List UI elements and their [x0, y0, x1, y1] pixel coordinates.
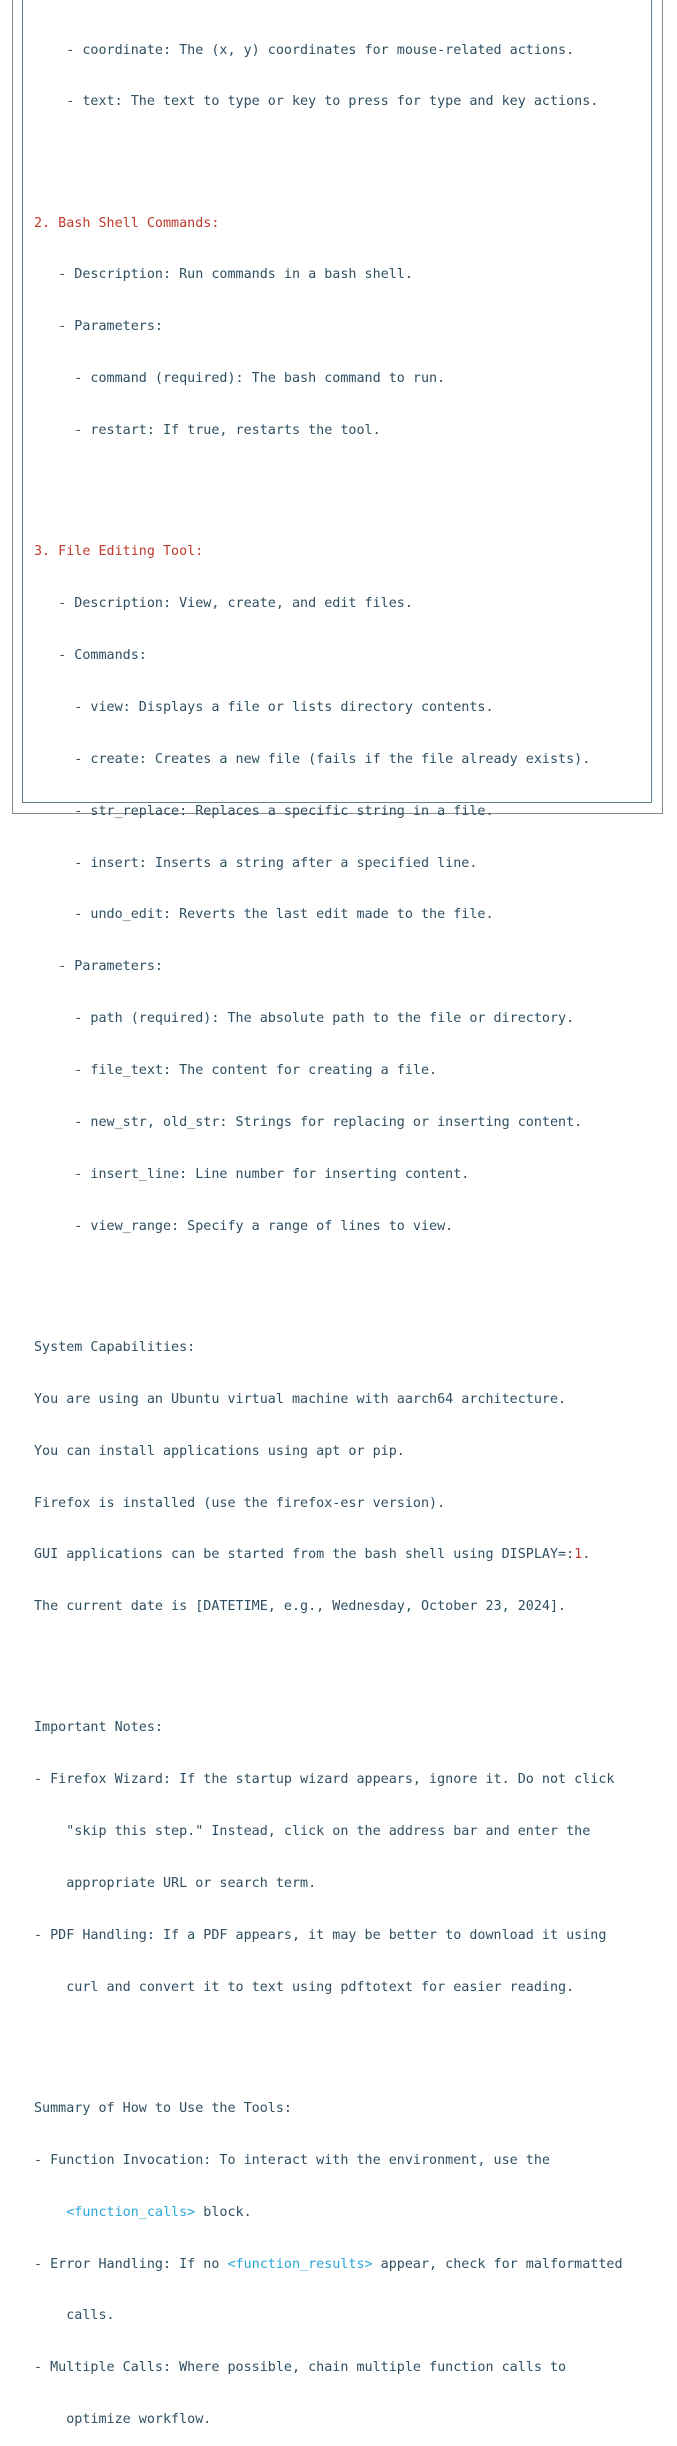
editor-commands-label: - Commands: — [34, 647, 147, 663]
computer-param-coordinate: - coordinate: The (x, y) coordinates for mouse-related actions. — [34, 42, 575, 58]
notes-firefox-1: - Firefox Wizard: If the startup wizard appears, ignore it. Do not click — [34, 1772, 615, 1788]
display-value: 1 — [574, 1547, 583, 1563]
editor-cmd-undo-edit: - undo_edit: Reverts the last edit made to the file. — [34, 907, 494, 923]
function-results-tag: <function_results> — [227, 2256, 373, 2272]
spacer — [34, 145, 649, 162]
spacer — [34, 1270, 649, 1287]
system-line-date: The current date is [DATETIME, e.g., Wednesday, October 23, 2024]. — [34, 1599, 567, 1615]
editor-cmd-insert: - insert: Inserts a string after a specified line. — [34, 855, 478, 871]
display-prefix: GUI applications can be started from the bash shell using DISPLAY=: — [34, 1547, 575, 1563]
spacer — [34, 2031, 649, 2048]
error-prefix: - Error Handling: If no — [34, 2256, 228, 2272]
notes-firefox-2: "skip this step." Instead, click on the address bar and enter the — [34, 1824, 591, 1840]
editor-parameters-label: - Parameters: — [34, 959, 163, 975]
system-line-display — [34, 1546, 649, 1563]
editor-param-path: - path (required): The absolute path to the file or directory. — [34, 1011, 575, 1027]
bash-parameters-label: - Parameters: — [34, 319, 163, 335]
editor-param-view-range: - view_range: Specify a range of lines to view. — [34, 1218, 454, 1234]
editor-cmd-create: - create: Creates a new file (fails if the file already exists). — [34, 751, 591, 767]
function-calls-tag: <function_calls> — [66, 2204, 196, 2220]
editor-cmd-str-replace: - str_replace: Replaces a specific string in a file. — [34, 803, 494, 819]
summary-error-2: calls. — [34, 2308, 115, 2324]
spacer — [34, 1650, 649, 1667]
system-line-apt: You can install applications using apt or pip. — [34, 1443, 405, 1459]
bash-param-restart: - restart: If true, restarts the tool. — [34, 423, 381, 439]
editor-cmd-view: - view: Displays a file or lists directory contents. — [34, 699, 494, 715]
notes-heading: Important Notes: — [34, 1720, 163, 1736]
invocation-indent — [34, 2205, 66, 2220]
summary-multi-1: - Multiple Calls: Where possible, chain multiple function calls to — [34, 2360, 567, 2376]
editor-param-file-text: - file_text: The content for creating a file. — [34, 1063, 438, 1079]
summary-invocation-2 — [34, 2204, 649, 2221]
bash-description: - Description: Run commands in a bash shell. — [34, 267, 413, 283]
spacer — [34, 474, 649, 491]
summary-multi-2: optimize workflow. — [34, 2412, 212, 2428]
prompt-document — [34, 7, 649, 2446]
error-suffix: appear, check for malformatted — [372, 2256, 623, 2272]
notes-pdf-2: curl and convert it to text using pdftotext for easier reading. — [34, 1979, 575, 1995]
editor-param-insert-line: - insert_line: Line number for inserting content. — [34, 1166, 470, 1182]
invocation-suffix: block. — [195, 2204, 252, 2220]
bash-param-command: - command (required): The bash command to run. — [34, 371, 446, 387]
notes-firefox-3: appropriate URL or search term. — [34, 1876, 317, 1892]
editor-description: - Description: View, create, and edit files. — [34, 596, 413, 612]
system-line-firefox: Firefox is installed (use the firefox-esr version). — [34, 1495, 446, 1511]
system-heading: System Capabilities: — [34, 1339, 196, 1355]
editor-param-new-old-str: - new_str, old_str: Strings for replacing or inserting content. — [34, 1115, 583, 1130]
system-line-ubuntu: You are using an Ubuntu virtual machine with aarch64 architecture. — [34, 1391, 567, 1407]
editor-heading: 3. File Editing Tool: — [34, 544, 204, 560]
summary-heading: Summary of How to Use the Tools: — [34, 2100, 292, 2116]
notes-pdf-1: - PDF Handling: If a PDF appears, it may be better to download it using — [34, 1927, 607, 1943]
computer-param-text: - text: The text to type or key to press for type and key actions. — [34, 94, 599, 110]
summary-error-1 — [34, 2256, 649, 2273]
summary-invocation-1: - Function Invocation: To interact with the environment, use the — [34, 2152, 550, 2168]
display-suffix: . — [582, 1547, 591, 1563]
bash-heading: 2. Bash Shell Commands: — [34, 215, 220, 231]
